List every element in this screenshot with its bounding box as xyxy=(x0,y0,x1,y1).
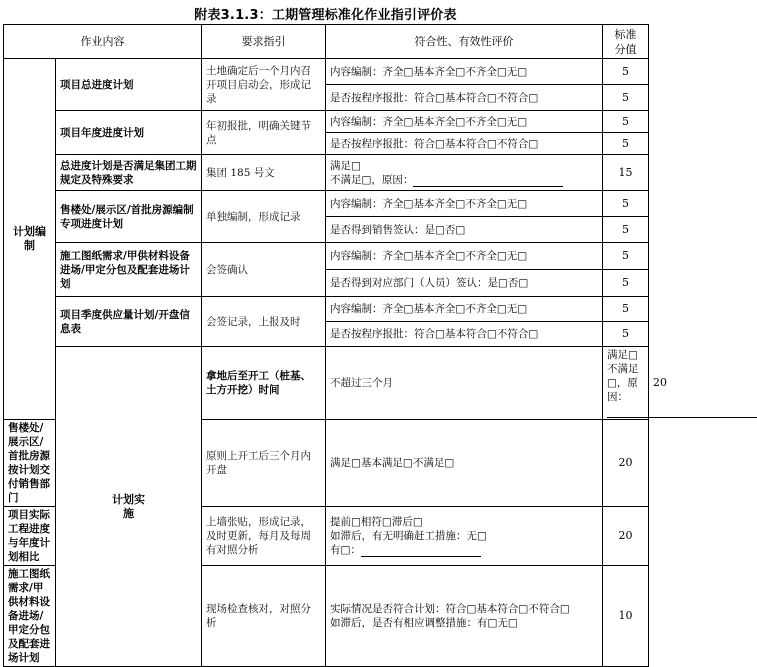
evaluation-line: 满足□ xyxy=(330,159,361,172)
work-item: 售楼处/展示区/首批房源按计划交付销售部门 xyxy=(4,420,56,507)
score: 5 xyxy=(603,297,649,322)
header-requirement: 要求指引 xyxy=(202,25,326,59)
table-row xyxy=(4,155,649,191)
work-item: 售楼处/展示区/首批房源编制专项进度计划 xyxy=(56,191,202,243)
evaluation-text: 内容编制：齐全□基本齐全□不齐全□无□ xyxy=(326,297,603,322)
requirement: 会签记录，上报及时 xyxy=(202,297,326,347)
evaluation-text: 内容编制：齐全□基本齐全□不齐全□无□ xyxy=(326,111,603,133)
score: 5 xyxy=(603,217,649,243)
table-row: 计划实 施 拿地后至开工（桩基、土方开挖）时间 不超过三个月 满足□ 不满足□，原因： 20 xyxy=(4,347,649,420)
evaluation-text: 满足□基本满足□不满足□ xyxy=(326,420,603,507)
group-label-line2: 制 xyxy=(24,239,35,252)
work-item: 施工图纸需求/甲供材料设备进场/甲定分包及配套进场计划 xyxy=(56,243,202,297)
evaluation-line: 如滞后，有无明确赶工措施：无□ xyxy=(330,530,487,542)
work-item: 项目实际工程进度与年度计划相比 xyxy=(4,507,56,566)
requirement: 年初报批，明确关键节点 xyxy=(202,111,326,155)
score: 20 xyxy=(603,420,649,507)
score: 5 xyxy=(603,191,649,217)
table-row xyxy=(4,59,649,85)
group-plan-execute xyxy=(56,347,202,667)
score: 5 xyxy=(603,85,649,111)
work-item: 项目总进度计划 xyxy=(56,59,202,111)
evaluation-text: 内容编制：齐全□基本齐全□不齐全□无□ xyxy=(326,191,603,217)
evaluation-line: 有□： xyxy=(330,544,361,556)
evaluation-text: 是否按程序报批：符合□基本符合□不符合□ xyxy=(326,133,603,155)
score: 5 xyxy=(603,133,649,155)
evaluation-cell xyxy=(603,347,649,420)
measure-blank xyxy=(361,545,481,557)
table-row xyxy=(4,191,649,217)
evaluation-cell xyxy=(326,507,603,566)
group-label-line1: 计划实 xyxy=(112,492,145,506)
header-content: 作业内容 xyxy=(4,25,202,59)
group-plan-compile xyxy=(4,59,56,420)
evaluation-line: 实际情况是否符合计划：符合□基本符合□不符合□ xyxy=(330,603,570,615)
score: 5 xyxy=(603,243,649,270)
requirement: 单独编制，形成记录 xyxy=(202,191,326,243)
requirement: 会签确认 xyxy=(202,243,326,297)
evaluation-table xyxy=(3,24,667,667)
requirement: 上墙张贴，形成记录，及时更新，每月及每周有对照分析 xyxy=(202,507,326,566)
score: 5 xyxy=(603,59,649,85)
work-item: 总进度计划是否满足集团工期规定及特殊要求 xyxy=(56,155,202,191)
score: 10 xyxy=(603,566,649,667)
evaluation-text: 是否得到销售签认：是□否□ xyxy=(326,217,603,243)
reason-blank xyxy=(607,406,757,418)
score: 5 xyxy=(603,322,649,347)
score: 15 xyxy=(603,155,649,191)
evaluation-text: 是否得到对应部门（人员）签认：是□否□ xyxy=(326,270,603,297)
requirement: 土地确定后一个月内召开项目启动会，形成记录 xyxy=(202,59,326,111)
evaluation-cell xyxy=(326,566,603,667)
requirement: 原则上开工后三个月内开盘 xyxy=(202,420,326,507)
evaluation-text: 内容编制：齐全□基本齐全□不齐全□无□ xyxy=(326,59,603,85)
table-row xyxy=(4,297,649,322)
evaluation-text: 是否按程序报批：符合□基本符合□不符合□ xyxy=(326,85,603,111)
evaluation-line: 提前□相符□滞后□ xyxy=(330,516,423,528)
score: 20 xyxy=(603,507,649,566)
header-score xyxy=(603,25,649,59)
header-row xyxy=(4,25,649,59)
evaluation-line: 如滞后，是否有相应调整措施：有□无□ xyxy=(330,617,518,629)
header-score-line2: 分值 xyxy=(614,42,637,56)
score: 5 xyxy=(603,270,649,297)
requirement: 现场检查核对，对照分析 xyxy=(202,566,326,667)
evaluation-text: 内容编制：齐全□基本齐全□不齐全□无□ xyxy=(326,243,603,270)
work-item: 施工图纸需求/甲供材料设备进场/甲定分包及配套进场计划 xyxy=(4,566,56,667)
group-label-line2: 施 xyxy=(123,506,134,520)
evaluation-line: 满足□ xyxy=(607,349,638,361)
work-item: 拿地后至开工（桩基、土方开挖）时间 xyxy=(202,347,326,420)
score: 5 xyxy=(603,111,649,133)
requirement: 集团 185 号文 xyxy=(202,155,326,191)
work-item: 项目年度进度计划 xyxy=(56,111,202,155)
work-item: 项目季度供应量计划/开盘信息表 xyxy=(56,297,202,347)
header-score-line1: 标准 xyxy=(614,27,637,41)
evaluation-line: 不满足□，原因： xyxy=(607,363,639,403)
evaluation-cell xyxy=(326,155,603,191)
requirement: 不超过三个月 xyxy=(326,347,603,420)
table-row xyxy=(4,111,649,133)
table-row xyxy=(4,243,649,270)
group-label-line1: 计划编 xyxy=(13,225,46,238)
evaluation-text: 是否按程序报批：符合□基本符合□不符合□ xyxy=(326,322,603,347)
reason-blank xyxy=(413,175,563,187)
evaluation-line: 不满足□，原因： xyxy=(330,173,414,186)
header-evaluation: 符合性、有效性评价 xyxy=(326,25,603,59)
page-title: 附表3.1.3：工期管理标准化作业指引评价表 xyxy=(194,8,457,23)
